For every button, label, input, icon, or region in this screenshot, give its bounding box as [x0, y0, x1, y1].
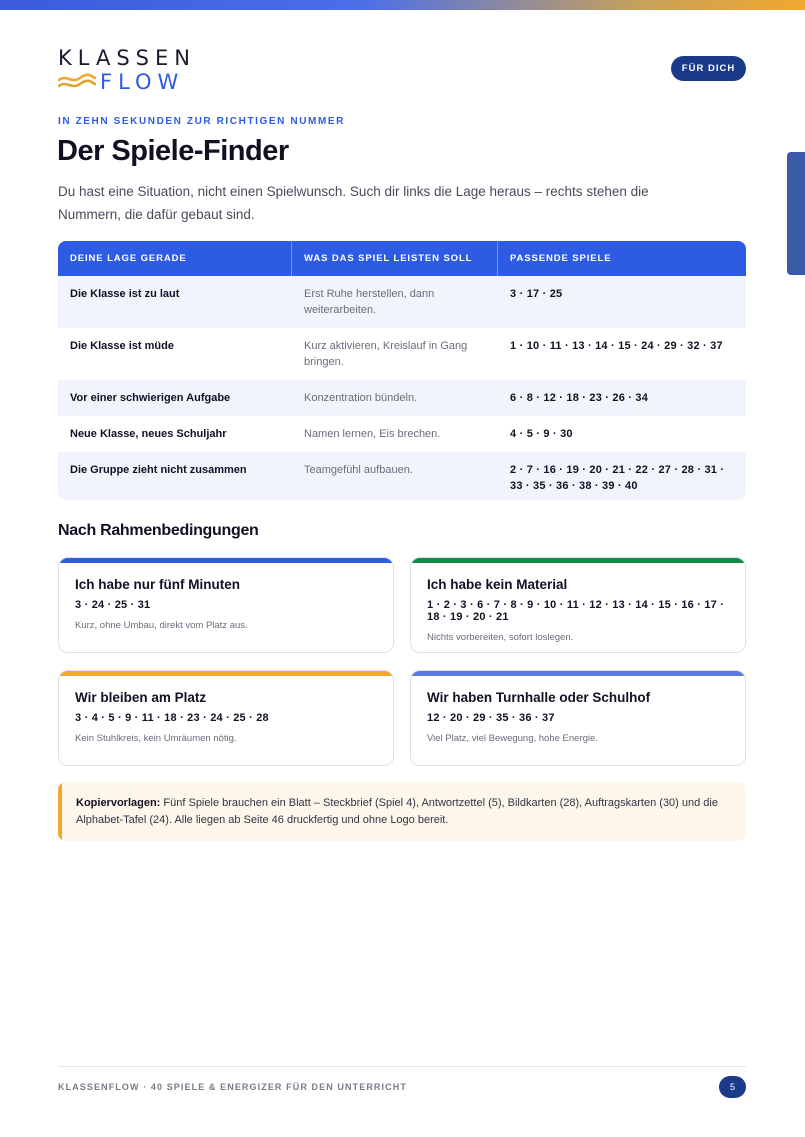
logo-wordmark-bottom: FLOW [100, 70, 185, 94]
games-cell: 4 · 5 · 9 · 30 [497, 416, 746, 452]
situation-cell: Vor einer schwierigen Aufgabe [70, 392, 231, 404]
table-row [58, 328, 746, 380]
copy-templates-note [58, 782, 746, 841]
situation-cell: Die Klasse ist zu laut [70, 288, 180, 300]
situation-cell: Die Klasse ist müde [70, 340, 174, 352]
games-cell: 2 · 7 · 16 · 19 · 20 · 21 · 22 · 27 · 28 · 31 · 33 · 35 · 36 · 38 · 39 · 40 [497, 452, 746, 500]
games-cell: 6 · 8 · 12 · 18 · 23 · 26 · 34 [497, 380, 746, 416]
goal-cell: Kurz aktivieren, Kreislauf in Gang bringen. [291, 328, 497, 380]
table-row [58, 452, 746, 500]
card-title: Ich habe kein Material [427, 577, 568, 592]
table-row [58, 416, 746, 452]
column-header: DEINE LAGE GERADE [70, 253, 187, 264]
card-numbers: 12 · 20 · 29 · 35 · 36 · 37 [427, 712, 555, 724]
condition-card [410, 670, 746, 766]
column-header: PASSENDE SPIELE [497, 241, 746, 276]
table-row [58, 276, 746, 328]
card-accent-bar [411, 558, 745, 563]
card-numbers: 1 · 2 · 3 · 6 · 7 · 8 · 9 · 10 · 11 · 12 · 13 · 14 · 15 · 16 · 17 · 18 · 19 · 20 · 21 [427, 599, 725, 623]
table-row [58, 380, 746, 416]
card-title: Wir bleiben am Platz [75, 690, 207, 705]
situation-cell: Die Gruppe zieht nicht zusammen [70, 464, 247, 476]
condition-card [58, 670, 394, 766]
condition-card [410, 557, 746, 653]
goal-cell: Teamgefühl aufbauen. [291, 452, 497, 500]
note-text: Fünf Spiele brauchen ein Blatt – Steckbrief (Spiel 4), Antwortzettel (5), Bildkarten (28), Auftragskarten (30) und die Alphabet-Tafel (24). Alle liegen ab Seite 46 druckfertig und ohne Logo bereit. [76, 797, 718, 826]
note-accent-bar [58, 782, 62, 841]
condition-card [58, 557, 394, 653]
goal-cell: Konzentration bündeln. [291, 380, 497, 416]
game-finder-table [58, 241, 746, 500]
footer-text: KLASSENFLOW · 40 SPIELE & ENERGIZER FÜR DEN UNTERRICHT [58, 1082, 407, 1092]
side-tab-marker [787, 152, 805, 275]
games-cell: 1 · 10 · 11 · 13 · 14 · 15 · 24 · 29 · 32 · 37 [497, 328, 746, 380]
card-accent-bar [59, 671, 393, 676]
table-header [58, 241, 746, 276]
goal-cell: Namen lernen, Eis brechen. [291, 416, 497, 452]
card-description: Kurz, ohne Umbau, direkt vom Platz aus. [75, 620, 248, 631]
note-label: Kopiervorlagen: [76, 797, 161, 809]
page-number-badge: 5 [719, 1076, 746, 1098]
logo-wordmark-top: KLASSEN [58, 46, 196, 70]
card-description: Kein Stuhlkreis, kein Umräumen nötig. [75, 733, 237, 744]
page-title: Der Spiele-Finder [57, 135, 289, 167]
card-numbers: 3 · 4 · 5 · 9 · 11 · 18 · 23 · 24 · 25 · 28 [75, 712, 269, 724]
intro-text: Du hast eine Situation, nicht einen Spielwunsch. Such dir links die Lage heraus – rechts stehen die Nummern, die dafür gebaut sind. [58, 184, 649, 222]
card-accent-bar [59, 558, 393, 563]
brand-logo [58, 46, 198, 96]
footer-divider [58, 1066, 746, 1067]
card-description: Viel Platz, viel Bewegung, hohe Energie. [427, 733, 598, 744]
card-description: Nichts vorbereiten, sofort loslegen. [427, 632, 574, 643]
wave-icon [58, 72, 96, 92]
section-heading: Nach Rahmenbedingungen [58, 522, 259, 539]
eyebrow-label: IN ZEHN SEKUNDEN ZUR RICHTIGEN NUMMER [58, 116, 345, 127]
card-accent-bar [411, 671, 745, 676]
audience-badge: FÜR DICH [671, 56, 746, 81]
column-header: WAS DAS SPIEL LEISTEN SOLL [291, 241, 497, 276]
goal-cell: Erst Ruhe herstellen, dann weiterarbeiten. [291, 276, 497, 328]
situation-cell: Neue Klasse, neues Schuljahr [70, 428, 227, 440]
games-cell: 3 · 17 · 25 [497, 276, 746, 328]
card-title: Ich habe nur fünf Minuten [75, 577, 240, 592]
card-title: Wir haben Turnhalle oder Schulhof [427, 690, 651, 705]
top-gradient-bar [0, 0, 805, 10]
card-numbers: 3 · 24 · 25 · 31 [75, 599, 151, 611]
